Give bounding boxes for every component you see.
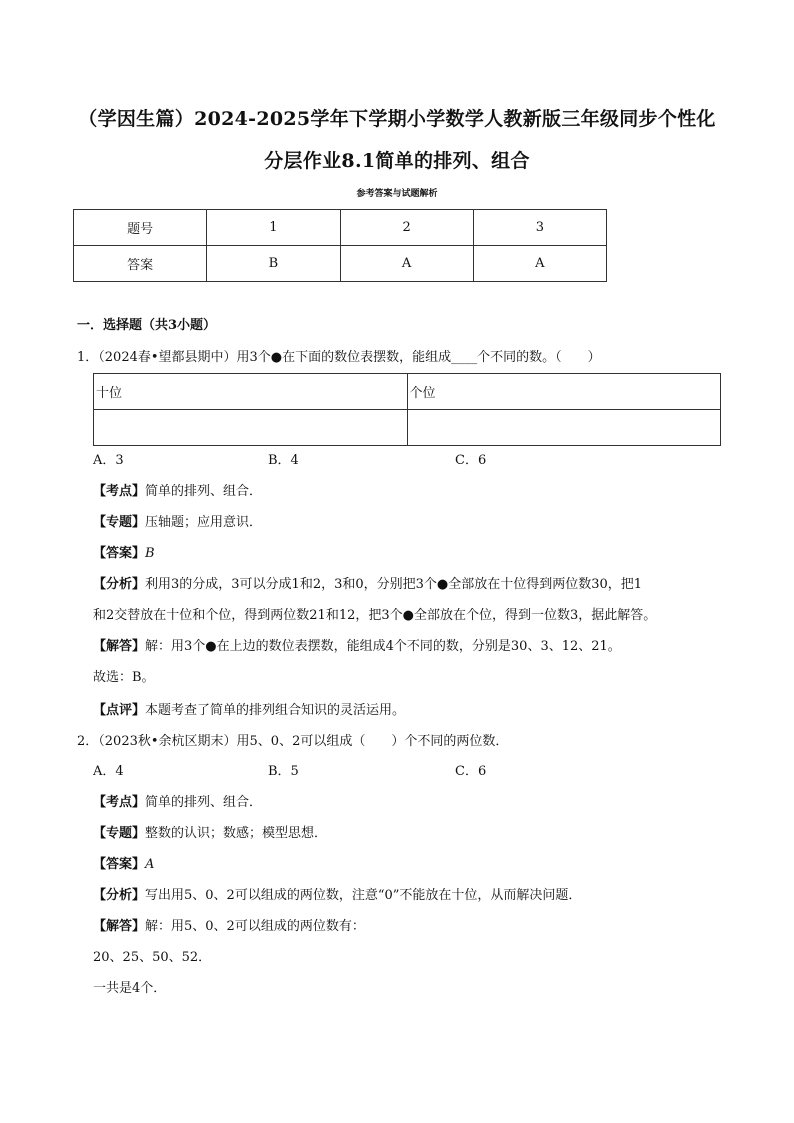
- fenxi-tag: 【分析】: [93, 888, 146, 903]
- question-2-numbers: 20、25、50、52．: [93, 950, 212, 965]
- jieda-tag: 【解答】: [93, 919, 146, 934]
- kaodian-tag: 【考点】: [93, 795, 146, 810]
- question-1-option-b: B．4: [268, 453, 299, 468]
- question-1-choice: 故选：B。: [93, 670, 155, 685]
- daan-tag: 【答案】: [93, 546, 146, 561]
- answer-table-cell: B: [207, 246, 340, 282]
- section-heading: 一．选择题（共3小题）: [77, 318, 217, 333]
- question-2-fenxi: [93, 886, 581, 906]
- zhuanti-text: 压轴题；应用意识．: [145, 515, 263, 530]
- fenxi-text: 写出用5、0、2可以组成的两位数，注意“0”不能放在十位，从而解决问题．: [145, 888, 582, 903]
- question-1-zhuanti: [93, 513, 262, 533]
- answer-table-cell: 2: [340, 210, 473, 246]
- question-1-dianping: [93, 701, 405, 721]
- answer-table-cell: 答案: [74, 246, 207, 282]
- jieda-tag: 【解答】: [93, 639, 146, 654]
- kaodian-text: 简单的排列、组合．: [145, 795, 263, 810]
- document-title-line-1: （学因生篇）2024-2025学年下学期小学数学人教新版三年级同步个性化: [78, 108, 716, 130]
- answer-table-row-number: [74, 210, 607, 246]
- question-1-jieda: [93, 637, 621, 657]
- question-1-fenxi-line-2: 和2交替放在十位和个位，得到两位数21和12，把3个●全部放在个位，得到一位数3，据此解答。: [93, 608, 657, 623]
- question-2-total: 一共是4个．: [93, 981, 167, 996]
- question-1-fenxi-line-1: [93, 575, 642, 595]
- answer-table-cell: A: [340, 246, 473, 282]
- dianping-text: 本题考查了简单的排列组合知识的灵活运用。: [145, 703, 406, 718]
- answer-table-cell: 1: [207, 210, 340, 246]
- question-2-option-a: A．4: [93, 764, 124, 779]
- place-value-table: [93, 373, 721, 446]
- question-2-jieda: [93, 917, 365, 937]
- question-2-option-b: B．5: [268, 764, 299, 779]
- zhuanti-tag: 【专题】: [93, 826, 146, 841]
- answer-table-cell: 题号: [74, 210, 207, 246]
- fenxi-text: 利用3的分成，3可以分成1和2，3和0，分别把3个●全部放在十位得到两位数30，把1: [145, 577, 643, 592]
- answer-table: [73, 209, 607, 282]
- question-2-kaodian: [93, 793, 262, 813]
- answer-table-cell: 3: [473, 210, 606, 246]
- daan-text: B: [145, 546, 155, 561]
- place-value-header-tens: 十位: [94, 374, 408, 410]
- dianping-tag: 【点评】: [93, 703, 146, 718]
- place-value-cell-empty: [94, 410, 408, 446]
- question-2-stem: 2．（2023秋•余杭区期末）用5、0、2可以组成（ ）个不同的两位数．: [77, 734, 509, 749]
- document-subtitle: 参考答案与试题解析: [356, 189, 438, 199]
- question-2-zhuanti: [93, 824, 327, 844]
- question-1-kaodian: [93, 482, 262, 502]
- question-1-option-a: A．3: [93, 453, 124, 468]
- kaodian-tag: 【考点】: [93, 484, 146, 499]
- document-title-line-2: 分层作业8.1简单的排列、组合: [264, 150, 530, 172]
- place-value-header-row: [94, 374, 721, 410]
- place-value-cell-empty: [407, 410, 721, 446]
- question-1-daan: [93, 544, 155, 564]
- place-value-empty-row: [94, 410, 721, 446]
- question-2-daan: [93, 855, 154, 875]
- jieda-text: 解：用3个●在上边的数位表摆数，能组成4个不同的数，分别是30、3、12、21。: [145, 639, 621, 654]
- zhuanti-tag: 【专题】: [93, 515, 146, 530]
- question-1-stem: 1．（2024春•望都县期中）用3个●在下面的数位表摆数，能组成____个不同的数。（ ）: [77, 350, 601, 365]
- daan-tag: 【答案】: [93, 857, 146, 872]
- zhuanti-text: 整数的认识；数感；模型思想．: [145, 826, 328, 841]
- answer-table-cell: A: [473, 246, 606, 282]
- place-value-header-ones: 个位: [407, 374, 721, 410]
- fenxi-tag: 【分析】: [93, 577, 146, 592]
- daan-text: A: [145, 857, 155, 872]
- answer-table-row-answer: [74, 246, 607, 282]
- kaodian-text: 简单的排列、组合．: [145, 484, 263, 499]
- question-2-option-c: C．6: [455, 764, 487, 779]
- question-1-option-c: C．6: [455, 453, 487, 468]
- jieda-text: 解：用5、0、2可以组成的两位数有：: [145, 919, 365, 934]
